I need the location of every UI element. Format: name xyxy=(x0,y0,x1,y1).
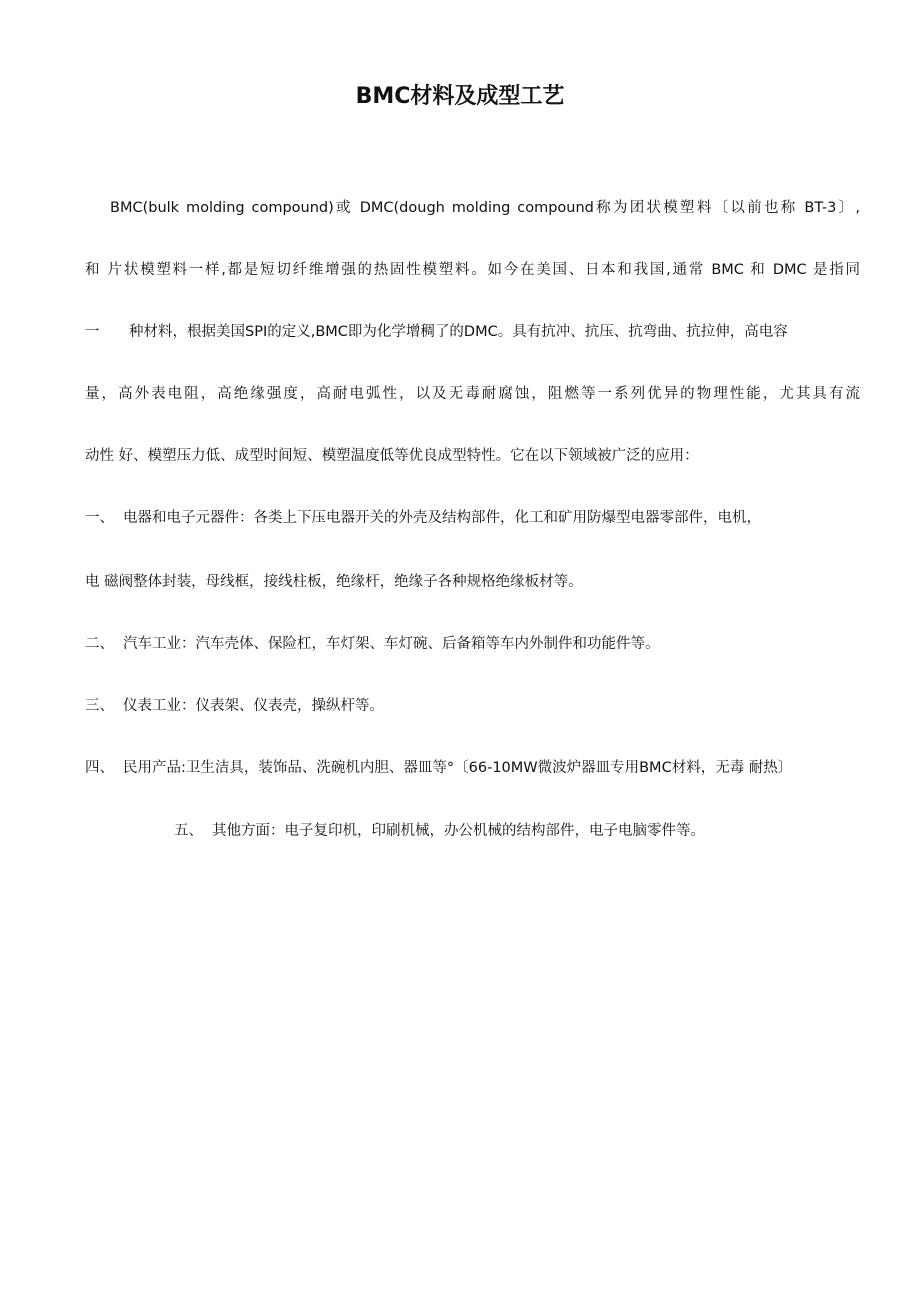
intro-line-3-lead: 一 xyxy=(85,324,100,340)
application-item-1 xyxy=(85,505,860,531)
application-text: 仪表工业：仪表架、仪表壳，操纵杆等。 xyxy=(123,698,384,714)
application-item-5 xyxy=(174,818,874,844)
application-text: 民用产品:卫生洁具，装饰品、洗碗机内胆、器皿等°〔66-10MW微波炉器皿专用BMC材料，无毒 耐热〕 xyxy=(123,760,793,776)
application-item-3 xyxy=(85,693,860,719)
intro-line-1: BMC(bulk molding compound)或 DMC(dough molding compound称为团状模塑料〔以前也称 BT-3〕, xyxy=(110,200,860,216)
application-text: 电器和电子元器件：各类上下压电器开关的外壳及结构部件，化工和矿用防爆型电器零部件，电机， xyxy=(123,510,761,526)
intro-line-3-text: 种材料，根据美国SPI的定义,BMC即为化学增稠了的DMC。具有抗冲、抗压、抗弯曲、抗拉伸，高电容 xyxy=(129,324,788,340)
application-number: 五、 xyxy=(174,823,203,839)
intro-line-5: 动性 好、模塑压力低、成型时间短、模塑温度低等优良成型特性。它在以下领域被广泛的应用： xyxy=(85,448,699,464)
document-title: BMC材料及成型工艺 xyxy=(355,84,565,109)
application-item-4 xyxy=(85,755,860,781)
application-text: 汽车工业：汽车壳体、保险杠，车灯架、车灯碗、后备箱等车内外制件和功能件等。 xyxy=(123,636,660,652)
application-number: 二、 xyxy=(85,636,114,652)
application-item-2 xyxy=(85,631,860,657)
application-text: 其他方面：电子复印机，印刷机械，办公机械的结构部件，电子电脑零件等。 xyxy=(212,823,705,839)
application-number: 三、 xyxy=(85,698,114,714)
intro-line-2: 和 片状模塑料一样,都是短切纤维增强的热固性模塑料。如今在美国、日本和我国,通常 BMC 和 DMC 是指同 xyxy=(85,262,860,278)
intro-line-3 xyxy=(85,319,860,345)
application-number: 一、 xyxy=(85,510,114,526)
intro-line-4: 量，高外表电阻，高绝缘强度，高耐电弧性，以及无毒耐腐蚀，阻燃等一系列优异的物理性能，尤其具有流 xyxy=(85,386,860,402)
application-item-1-continuation: 电 磁阀整体封装，母线框，接线柱板，绝缘杆，绝缘子各种规格绝缘板材等。 xyxy=(85,574,583,590)
application-number: 四、 xyxy=(85,760,114,776)
